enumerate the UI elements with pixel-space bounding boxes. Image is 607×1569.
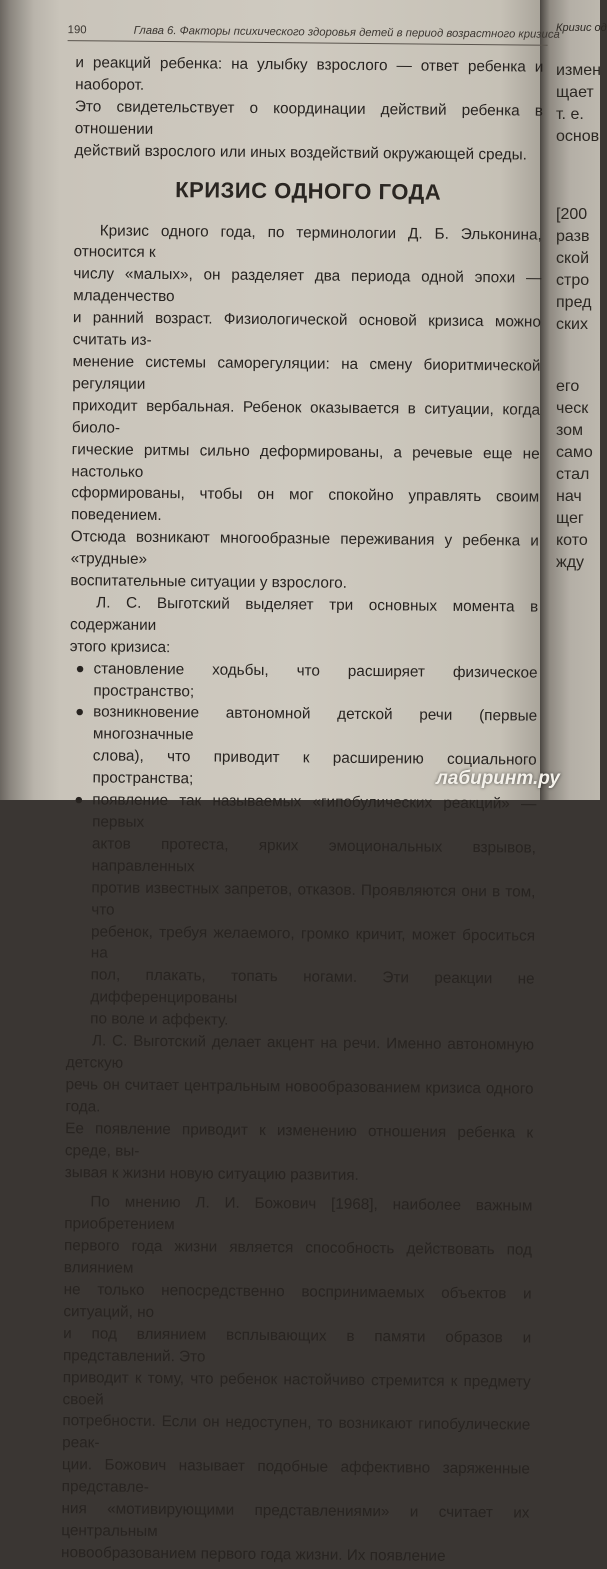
right-page-fragment: основ [556,128,600,145]
right-page-fragment: само [556,444,593,461]
text-line: Ее появление приводит к изменению отношения ребенка к среде, вы- [64,1119,534,1160]
text-line: ребенок, требуя желаемого, громко кричит, может броситься на [90,922,536,962]
text-line: появление так называемых «гипобулических реакций» — первых [92,791,537,831]
right-page-fragment: пред [556,294,592,311]
text-line: действий взрослого или иных воздействий окружающей среды. [74,141,527,164]
text-line: слова), что приводит к расширению социального пространства; [92,747,537,788]
right-page-fragment: ских [556,316,588,333]
text-line: По мнению Л. И. Божович [1968], наиболее важным приобретением [64,1193,533,1234]
text-line: новообразованием первого года жизни. Их появление [61,1544,446,1565]
text-line: ции. Божович называет подобные аффективно заряженные представле- [61,1456,530,1497]
page-content [50,0,560,1565]
chapter-title: Глава 6. Факторы психического здоровья детей в период возрастного кризиса [133,24,560,41]
text-line: становление ходьбы, что расширяет физическое пространство; [93,660,538,700]
text-line: речь он считает центральным новообразованием кризиса одного года. [65,1075,534,1116]
text-line: первого года жизни является способность действовать под влиянием [63,1237,533,1277]
text-line: не только непосредственно воспринимаемых объектов и ситуаций, но [63,1281,532,1321]
right-page-fragment: щает [556,84,594,101]
text-line: актов протеста, ярких эмоциональных взрывов, направленных [91,835,536,876]
right-page-fragment: жду [556,554,585,571]
text-line: и под влиянием всплывающих в памяти образов и представлений. Это [62,1324,532,1366]
right-page-fragment: зом [556,422,584,439]
text-line: приходит вербальная. Ребенок оказывается в ситуации, когда биоло- [71,396,541,437]
text-line: гические ритмы сильно деформированы, а речевые еще не настолько [71,440,540,481]
text-line: пол, плакать, топать ногами. Эти реакции не дифференцированы [90,966,535,1008]
text-line: возникновение автономной детской речи (первые многозначные [92,703,538,744]
right-page-edge [540,0,607,800]
right-page-fragment: измен [556,62,602,79]
section-title: КРИЗИС ОДНОГО ГОДА [175,176,442,205]
text-line: сформированы, чтобы он мог спокойно управлять своим поведением. [70,484,540,525]
right-page-title: Кризис од [556,22,607,34]
right-page-fragment: стро [556,272,590,289]
text-line: и ранний возраст. Физиологической основой кризиса можно считать из- [72,309,542,349]
text-line: потребности. Если он недоступен, то возникают гипобулические реак- [62,1412,531,1452]
text-line: Л. С. Выготский делает акцент на речи. Именно автономную детскую [65,1032,535,1072]
text-line: по воле и аффекту. [90,1010,229,1029]
right-page-fragment: его [556,378,580,395]
bullet-icon: ● [75,659,85,677]
list-item [74,789,537,1034]
right-page-fragment: разв [556,228,590,245]
text-line: Отсюда возникают многообразные переживания у ребенка и «трудные» [70,528,539,569]
bullet-icon: ● [75,703,85,721]
text-line: и реакций ребенка: на улыбку взрослого — ответ ребенка и наоборот. [75,54,544,94]
right-page-fragment: щег [556,510,584,527]
right-page-fragment: нач [556,488,582,505]
running-header [67,24,560,46]
right-page-fragment: стал [556,466,590,483]
labirint-watermark: лабиринт.ру [435,768,560,789]
text-line: против известных запретов, отказов. Проявляются они в том, что [91,879,536,919]
body-text [61,52,543,1568]
text-line: Л. С. Выготский выделяет три основных момента в содержании [69,594,539,634]
text-line: Кризис одного года, по терминологии Д. Б. Эльконина, относится к [73,221,542,262]
text-line: менение системы саморегуляции: на смену биоритмической регуляции [72,353,541,393]
text-line: Это свидетельствует о координации действий ребенка в отношении [74,97,544,138]
text-line: воспитательные ситуации у взрослого. [70,572,347,592]
page-number: 190 [67,24,87,37]
right-page-fragment: кото [556,532,588,549]
right-page-fragment: т. е. [556,106,584,123]
text-line: приводит к тому, что ребенок настойчиво стремится к предмету своей [62,1368,531,1409]
text-line: ния «мотивирующими представлениями» и считает их центральным [61,1500,530,1541]
crisis-moments-list [66,658,538,1035]
text-line: числу «малых», он разделяет два периода одной эпохи — младенчество [73,265,542,306]
right-page-fragment: ческ [556,400,589,417]
text-line: этого кризиса: [69,637,171,656]
list-item [75,658,538,706]
bullet-icon: ● [74,791,84,809]
right-page-fragment: ской [556,250,590,267]
text-line: зывая к жизни новую ситуацию развития. [64,1163,359,1184]
right-page-fragment: [200 [556,206,588,223]
